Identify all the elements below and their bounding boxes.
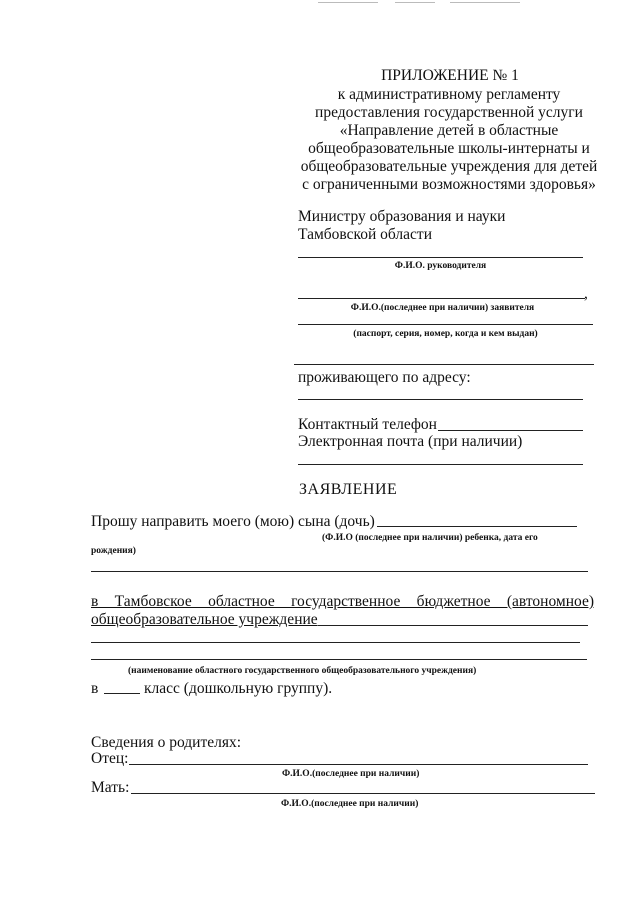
class-number-field[interactable]: [104, 693, 140, 694]
appendix-line: предоставления государственной услуги: [315, 104, 583, 121]
institution-field-2[interactable]: [91, 642, 580, 643]
appendix-line: общеобразовательные школы-интернаты и: [308, 140, 590, 157]
comma: ,: [584, 285, 588, 302]
institution-field[interactable]: [318, 625, 588, 626]
head-name-caption: Ф.И.О. руководителя: [394, 261, 487, 271]
appendix-line: с ограниченными возможностями здоровья»: [302, 176, 596, 193]
mother-caption: Ф.И.О.(последнее при наличии): [281, 799, 419, 809]
appendix-number: ПРИЛОЖЕНИЕ № 1: [381, 67, 519, 84]
residing-label: проживающего по адресу:: [298, 369, 471, 386]
scan-artifact: [450, 2, 520, 3]
child-caption-2: рождения): [91, 546, 136, 556]
class-text: класс (дошкольную группу).: [144, 680, 333, 697]
phone-field[interactable]: [438, 430, 583, 431]
class-prefix: в: [91, 680, 99, 697]
passport-field-2[interactable]: [294, 364, 594, 365]
institution-caption: (наименование областного государственного общеобразовательного учреждения): [128, 666, 477, 676]
appendix-line: «Направление детей в областные: [339, 122, 559, 139]
child-name-field-2[interactable]: [91, 571, 588, 572]
father-label: Отец:: [91, 750, 129, 767]
phone-label: Контактный телефон: [298, 416, 437, 433]
passport-field[interactable]: [298, 324, 593, 325]
applicant-name-caption: Ф.И.О.(последнее при наличии) заявителя: [350, 303, 535, 313]
scan-artifact: [395, 2, 435, 3]
mother-name-field[interactable]: [131, 793, 595, 794]
document-title: ЗАЯВЛЕНИЕ: [299, 481, 398, 498]
passport-caption: (паспорт, серия, номер, когда и кем выдан): [353, 329, 538, 339]
scan-artifact: [318, 2, 378, 3]
institution-line-2: общеобразовательное учреждение: [91, 611, 318, 628]
institution-field-3[interactable]: [91, 659, 587, 660]
child-caption: (Ф.И.О (последнее при наличии) ребенка, дата его: [322, 533, 538, 543]
address-field[interactable]: [298, 399, 583, 400]
mother-label: Мать:: [91, 779, 130, 796]
request-text: Прошу направить моего (мою) сына (дочь): [91, 513, 375, 530]
institution-line-1: в Тамбовское областное государственное бюджетное (автономное): [91, 593, 594, 610]
child-name-field[interactable]: [377, 526, 577, 527]
applicant-name-field[interactable]: [298, 298, 585, 299]
appendix-line: общеобразовательные учреждения для детей: [300, 158, 598, 175]
father-caption: Ф.И.О.(последнее при наличии): [282, 769, 420, 779]
addressee-line: Тамбовской области: [298, 226, 432, 243]
head-name-field[interactable]: [298, 257, 583, 258]
appendix-line: к административному регламенту: [337, 86, 561, 103]
email-field[interactable]: [298, 464, 583, 465]
parents-heading: Сведения о родителях:: [91, 734, 242, 751]
email-label: Электронная почта (при наличии): [298, 433, 523, 450]
addressee-line: Министру образования и науки: [298, 208, 506, 225]
father-name-field[interactable]: [129, 764, 588, 765]
